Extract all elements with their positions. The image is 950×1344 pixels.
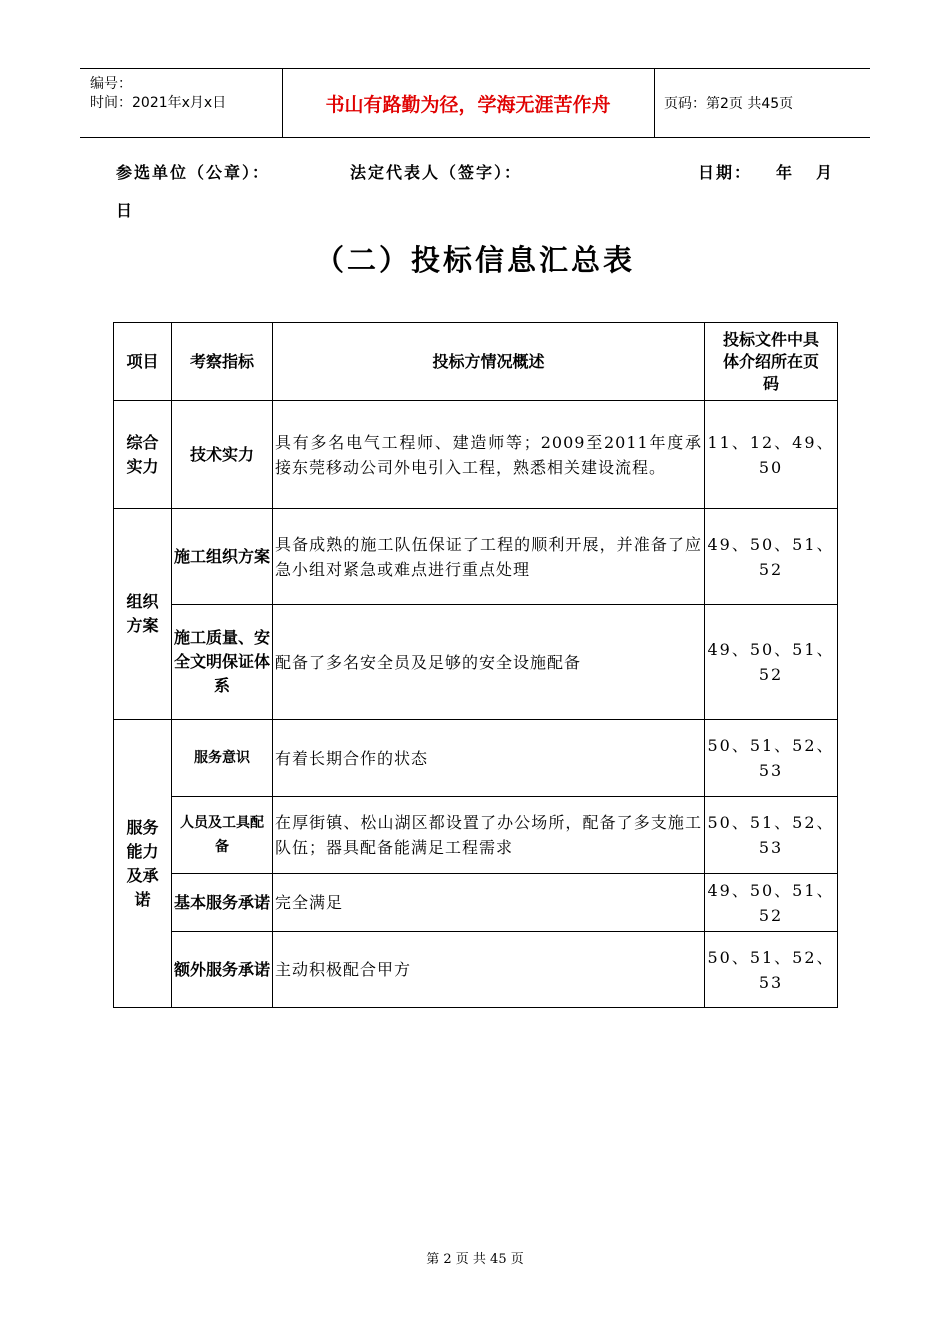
bid-summary-table <box>113 322 838 1008</box>
document-time-label: 时间：2021年x月x日 <box>90 95 227 111</box>
header-page: 投标文件中具体介绍所在页码 <box>705 323 838 401</box>
overview-cell: 完全满足 <box>273 874 705 932</box>
header-indicator: 考察指标 <box>172 323 273 401</box>
sign-month: 月 <box>816 163 835 182</box>
page-footer: 第 2 页 共 45 页 <box>426 1252 524 1267</box>
header-page-info: 页码：第2页 共45页 <box>664 96 794 112</box>
header-motto: 书山有路勤为径，学海无涯苦作舟 <box>282 69 655 137</box>
overview-cell: 有着长期合作的状态 <box>273 720 705 797</box>
indicator-cell: 基本服务承诺 <box>172 874 273 932</box>
table-row <box>114 874 838 932</box>
indicator-cell: 技术实力 <box>172 401 273 509</box>
project-cell: 服务能力及承诺 <box>114 720 172 1008</box>
indicator-cell: 施工质量、安全文明保证体系 <box>172 605 273 720</box>
page-cell: 49、50、51、52 <box>705 509 838 605</box>
page-cell: 49、50、51、52 <box>705 874 838 932</box>
overview-cell: 配备了多名安全员及足够的安全设施配备 <box>273 605 705 720</box>
document-number-label: 编号： <box>90 76 132 92</box>
header-project: 项目 <box>114 323 172 401</box>
sign-year: 年 <box>776 163 795 182</box>
overview-cell: 主动积极配合甲方 <box>273 932 705 1008</box>
sign-date: 日期： <box>698 163 753 182</box>
indicator-cell: 人员及工具配备 <box>172 797 273 874</box>
page-cell: 49、50、51、52 <box>705 605 838 720</box>
table-header-row <box>114 323 838 401</box>
sign-day: 日 <box>116 201 133 220</box>
page-cell: 11、12、49、50 <box>705 401 838 509</box>
page-title: （二）投标信息汇总表 <box>314 243 635 277</box>
sign-representative: 法定代表人（签字）： <box>350 163 523 182</box>
indicator-cell: 额外服务承诺 <box>172 932 273 1008</box>
overview-cell: 具备成熟的施工队伍保证了工程的顺利开展，并准备了应急小组对紧急或难点进行重点处理 <box>273 509 705 605</box>
table-row <box>114 797 838 874</box>
table-row <box>114 932 838 1008</box>
header-overview: 投标方情况概述 <box>273 323 705 401</box>
sign-unit: 参选单位（公章）： <box>116 163 271 182</box>
overview-cell: 具有多名电气工程师、建造师等；2009至2011年度承接东莞移动公司外电引入工程，熟悉相关建设流程。 <box>273 401 705 509</box>
page-cell: 50、51、52、53 <box>705 797 838 874</box>
project-cell: 组织方案 <box>114 509 172 720</box>
indicator-cell: 服务意识 <box>172 720 273 797</box>
table-row <box>114 509 838 605</box>
page-cell: 50、51、52、53 <box>705 720 838 797</box>
project-cell: 综合实力 <box>114 401 172 509</box>
page-cell: 50、51、52、53 <box>705 932 838 1008</box>
page-header <box>80 68 870 138</box>
table-row <box>114 605 838 720</box>
table-row <box>114 720 838 797</box>
indicator-cell: 施工组织方案 <box>172 509 273 605</box>
table-row <box>114 401 838 509</box>
overview-cell: 在厚街镇、松山湖区都设置了办公场所，配备了多支施工队伍；器具配备能满足工程需求 <box>273 797 705 874</box>
header-meta <box>80 69 283 137</box>
